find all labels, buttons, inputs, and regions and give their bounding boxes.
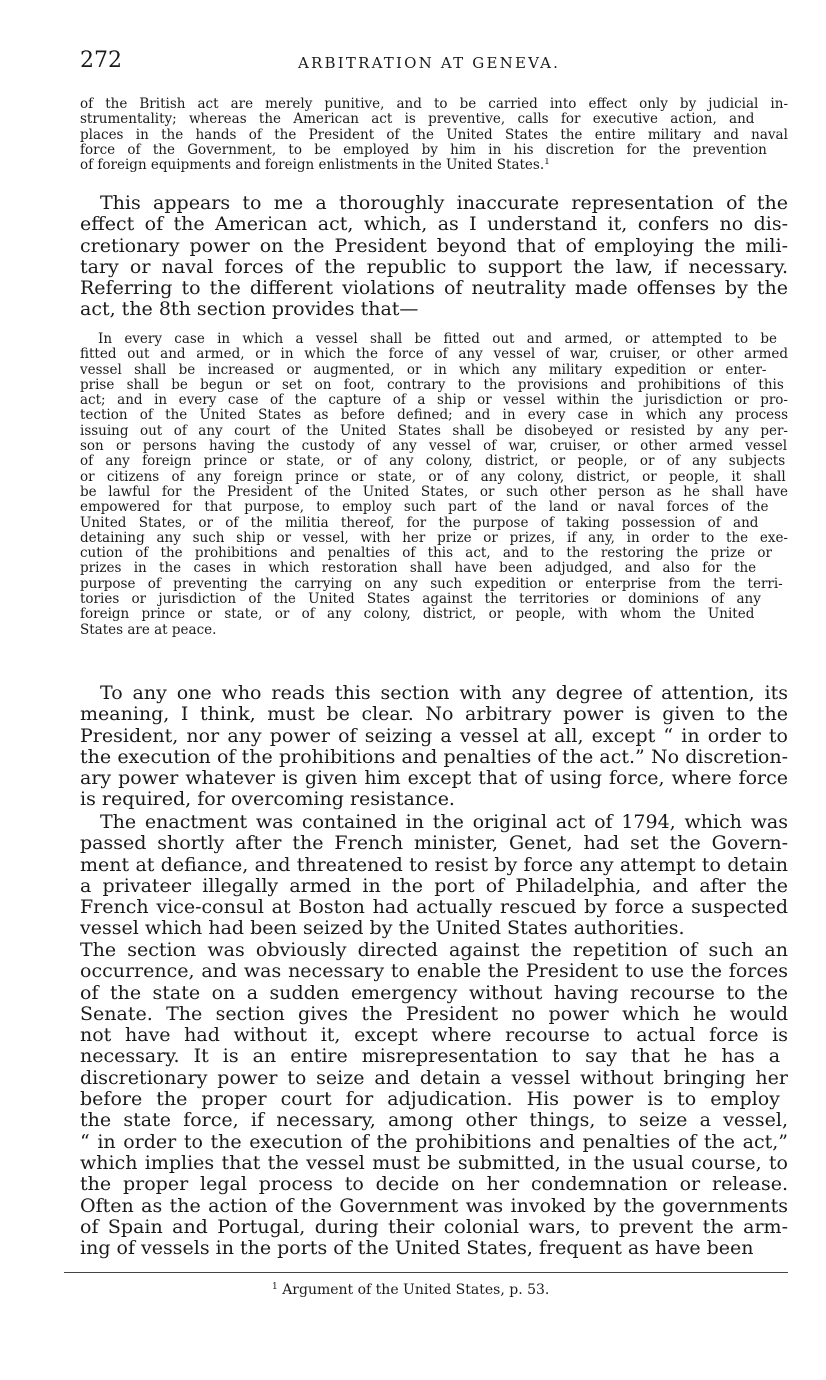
text-line: Often as the action of the Government was invoked by the governments bbox=[80, 1195, 788, 1217]
text-line: detaining any such ship or vessel, with her prize or prizes, if any, in order to the exe- bbox=[80, 530, 788, 546]
paragraph-section-directed bbox=[80, 940, 788, 1259]
text-line: ary power whatever is given him except that of using force, where force bbox=[80, 768, 788, 790]
text-line: of the British act are merely punitive, and to be carried into effect only by judicial in- bbox=[80, 97, 788, 112]
footnote-text: Argument of the United States, p. 53. bbox=[282, 1282, 550, 1298]
text-line: United States, or of the militia thereof, for the purpose of taking possession of and bbox=[80, 515, 759, 531]
text-line: vessel which had been seized by the United States authorities. bbox=[80, 918, 685, 940]
text-line: “ in order to the execution of the prohibitions and penalties of the act,” bbox=[80, 1131, 788, 1153]
text-line: States are at peace. bbox=[80, 622, 217, 638]
text-line: purpose of preventing the carrying on any such expedition or enterprise from the terri- bbox=[80, 576, 783, 592]
page-header bbox=[80, 44, 786, 84]
text-line: French vice-consul at Boston had actually rescued by force a suspected bbox=[80, 897, 788, 919]
text-line: of Spain and Portugal, during their colonial wars, to prevent the arm- bbox=[80, 1216, 788, 1238]
text-line: of foreign equipments and foreign enlistments in the United States.$^1$ bbox=[80, 158, 550, 174]
text-line: or citizens of any foreign prince or state, or of any colony, district, or people, it shall bbox=[80, 469, 786, 485]
text-line: Referring to the different violations of neutrality made offenses by the bbox=[80, 278, 788, 300]
text-line: act; and in every case of the capture of a ship or vessel within the jurisdiction or pro- bbox=[80, 393, 788, 409]
text-line: not have had without it, except where recourse to actual force is bbox=[80, 1025, 788, 1047]
text-line: ing of vessels in the ports of the United States, frequent as have been bbox=[80, 1238, 754, 1260]
text-line: In every case in which a vessel shall be fitted out and armed, or attempted to be bbox=[98, 332, 777, 347]
quotation-british-act bbox=[80, 97, 788, 173]
paragraph-inaccurate-representation bbox=[80, 193, 788, 321]
text-line: tary or naval forces of the republic to support the law, if necessary. bbox=[80, 256, 788, 278]
text-line: To any one who reads this section with any degree of attention, its bbox=[100, 683, 788, 704]
text-line: necessary. It is an entire misrepresentation to say that he has a bbox=[80, 1046, 781, 1068]
text-line: before the proper court for adjudication. His power is to employ bbox=[80, 1089, 780, 1111]
text-line: which implies that the vessel must be submitted, in the usual course, to bbox=[80, 1152, 788, 1174]
text-line: discretionary power to seize and detain a vessel without bringing her bbox=[80, 1067, 788, 1089]
text-line: cretionary power on the President beyond that of employing the mili- bbox=[80, 235, 788, 257]
text-line: force of the Government, to be employed by him in his discretion for the prevention bbox=[80, 142, 767, 158]
text-line: a privateer illegally armed in the port of Philadelphia, and after the bbox=[80, 875, 788, 897]
text-line: places in the hands of the President of the United States the entire military and naval bbox=[80, 127, 788, 143]
text-line: foreign prince or state, or of any colony, district, or people, with whom the United bbox=[80, 607, 755, 623]
paragraph-act-of-1794 bbox=[80, 812, 788, 940]
text-line: The section was obviously directed against the repetition of such an bbox=[80, 940, 788, 961]
footnote-rule bbox=[64, 1272, 788, 1273]
footnote bbox=[272, 1282, 549, 1298]
footnote-marker: 1 bbox=[272, 1282, 278, 1292]
text-line: This appears to me a thoroughly inaccurate representation of the bbox=[100, 193, 788, 214]
text-line: tories or jurisdiction of the United States against the territories or dominions of any bbox=[80, 592, 761, 608]
page-number: 272 bbox=[80, 48, 122, 73]
text-line: vessel shall be increased or augmented, or in which any military expedition or enter- bbox=[80, 362, 767, 378]
text-line: act, the 8th section provides that— bbox=[80, 299, 419, 321]
quotation-8th-section bbox=[80, 332, 788, 638]
running-title: ARBITRATION AT GENEVA. bbox=[298, 54, 561, 72]
text-line: of the state on a sudden emergency without having recourse to the bbox=[80, 982, 788, 1004]
text-line: occurrence, and was necessary to enable the President to use the forces bbox=[80, 961, 788, 983]
text-line: son or persons having the custody of any vessel of war, cruiser, or other armed vessel bbox=[80, 439, 788, 455]
text-line: ment at defiance, and threatened to resist by force any attempt to detain bbox=[80, 854, 788, 876]
text-line: Senate. The section gives the President no power which he would bbox=[80, 1003, 788, 1025]
text-line: empowered for that purpose, to employ such part of the land or naval forces of the bbox=[80, 500, 769, 516]
text-line: issuing out of any court of the United States shall be disobeyed or resisted by any per- bbox=[80, 423, 788, 439]
text-line: effect of the American act, which, as I understand it, confers no dis- bbox=[80, 214, 788, 236]
paragraph-attention bbox=[80, 683, 788, 811]
text-line: fitted out and armed, or in which the force of any vessel of war, cruiser, or other armed bbox=[80, 347, 788, 363]
text-line: President, nor any power of seizing a vessel at all, except “ in order to bbox=[80, 725, 788, 747]
text-line: the execution of the prohibitions and penalties of the act.” No discretion- bbox=[80, 746, 788, 768]
text-line: the proper legal process to decide on her condemnation or release. bbox=[80, 1174, 788, 1196]
text-line: of any foreign prince or state, or of any colony, district, or people, or of any subjects bbox=[80, 454, 786, 470]
text-line: meaning, I think, must be clear. No arbitrary power is given to the bbox=[80, 704, 788, 726]
text-line: The enactment was contained in the original act of 1794, which was bbox=[100, 812, 788, 833]
text-line: prise shall be begun or set on foot, contrary to the provisions and prohibitions of this bbox=[80, 377, 784, 393]
text-line: passed shortly after the French minister, Genet, had set the Govern- bbox=[80, 833, 788, 855]
text-line: tection of the United States as before defined; and in every case in which any process bbox=[80, 408, 788, 424]
text-line: the state force, if necessary, among other things, to seize a vessel, bbox=[80, 1110, 788, 1132]
text-line: cution of the prohibitions and penalties of this act, and to the restoring the prize or bbox=[80, 546, 772, 562]
text-line: strumentality; whereas the American act is preventive, calls for executive action, and bbox=[80, 112, 755, 128]
text-line: be lawful for the President of the United States, or such other person as he shall have bbox=[80, 484, 788, 500]
text-line: prizes in the cases in which restoration shall have been adjudged, and also for the bbox=[80, 561, 757, 577]
text-line: is required, for overcoming resistance. bbox=[80, 789, 455, 811]
footnote-reference: 1 bbox=[544, 158, 550, 168]
